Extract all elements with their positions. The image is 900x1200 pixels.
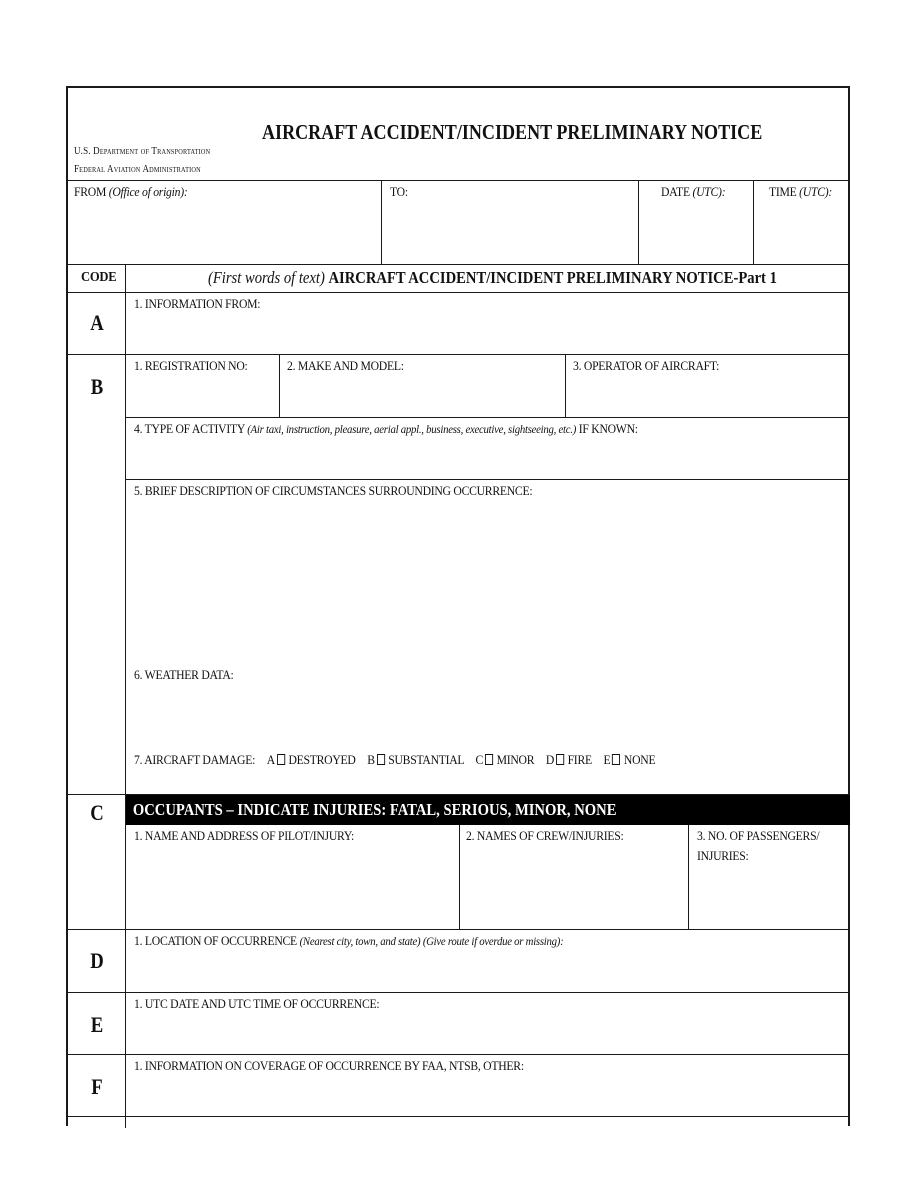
section-e-code: E <box>90 1012 104 1037</box>
time-label: TIME <box>769 184 797 199</box>
divider <box>68 292 850 293</box>
location-input[interactable] <box>128 950 848 990</box>
part-title-prefix: (First words of text) <box>208 268 325 287</box>
aircraft-damage-label: 7. AIRCRAFT DAMAGE: <box>134 752 256 767</box>
agency-dot: U.S. Department of Transportation <box>74 146 211 157</box>
divider <box>125 479 850 480</box>
option-label: FIRE <box>567 752 592 767</box>
operator-input[interactable] <box>568 374 848 415</box>
divider <box>68 1116 850 1117</box>
divider <box>565 354 566 417</box>
description-label: 5. BRIEF DESCRIPTION OF CIRCUMSTANCES SURROUNDING OCCURRENCE: <box>134 483 533 498</box>
form-title: AIRCRAFT ACCIDENT/INCIDENT PRELIMINARY NOTICE <box>262 120 763 144</box>
location-hint: (Nearest city, town, and state) (Give route if overdue or missing): <box>299 934 564 948</box>
from-hint: (Office of origin): <box>108 184 188 199</box>
registration-label: 1. REGISTRATION NO: <box>134 358 248 373</box>
agency-faa: Federal Aviation Administration <box>74 164 201 175</box>
time-field-label <box>769 184 832 200</box>
activity-field-label <box>134 421 638 437</box>
crew-input[interactable] <box>462 846 686 926</box>
divider <box>68 992 850 993</box>
damage-option-substantial[interactable] <box>367 752 464 767</box>
option-letter: A <box>266 752 275 767</box>
passengers-label-line1: 3. NO. OF PASSENGERS/ <box>697 828 820 843</box>
option-letter: D <box>545 752 555 767</box>
aircraft-damage-row <box>134 752 655 768</box>
description-input[interactable] <box>128 500 848 660</box>
operator-label: 3. OPERATOR OF AIRCRAFT: <box>573 358 720 373</box>
passengers-input[interactable] <box>691 866 848 926</box>
damage-option-none[interactable] <box>604 752 656 767</box>
time-input[interactable] <box>756 200 848 262</box>
divider <box>68 929 850 930</box>
form-page <box>66 86 850 1126</box>
pilot-label: 1. NAME AND ADDRESS OF PILOT/INJURY: <box>134 828 354 843</box>
divider <box>125 417 850 418</box>
coverage-input[interactable] <box>128 1074 848 1114</box>
utc-occurrence-input[interactable] <box>128 1012 848 1052</box>
divider <box>638 180 639 264</box>
time-hint: (UTC): <box>799 184 833 199</box>
option-letter: E <box>603 752 611 767</box>
option-label: MINOR <box>496 752 535 767</box>
option-letter: C <box>475 752 484 767</box>
divider <box>68 264 850 265</box>
part-title-text: AIRCRAFT ACCIDENT/INCIDENT PRELIMINARY NOTICE-Part 1 <box>328 268 777 287</box>
crew-label: 2. NAMES OF CREW/INJURIES: <box>466 828 624 843</box>
section-b-code: B <box>90 374 104 399</box>
weather-label: 6. WEATHER DATA: <box>134 667 234 682</box>
option-label: SUBSTANTIAL <box>388 752 464 767</box>
damage-option-fire[interactable] <box>546 752 592 767</box>
activity-hint: (Air taxi, instruction, pleasure, aerial appl., business, executive, sightseeing, etc.) <box>247 422 577 436</box>
location-field-label <box>134 933 563 949</box>
checkbox-icon[interactable] <box>377 754 385 765</box>
date-field-label <box>661 184 725 200</box>
divider <box>459 825 460 929</box>
part-title <box>208 268 777 288</box>
utc-occurrence-label: 1. UTC DATE AND UTC TIME OF OCCURRENCE: <box>134 996 380 1011</box>
damage-option-minor[interactable] <box>476 752 535 767</box>
option-letter: B <box>367 752 375 767</box>
checkbox-icon[interactable] <box>277 754 285 765</box>
divider <box>381 180 382 264</box>
option-label: DESTROYED <box>288 752 356 767</box>
activity-suffix: IF KNOWN: <box>578 421 638 436</box>
damage-option-destroyed[interactable] <box>267 752 356 767</box>
divider <box>68 1054 850 1055</box>
date-input[interactable] <box>641 200 751 262</box>
coverage-label: 1. INFORMATION ON COVERAGE OF OCCURRENCE BY FAA, NTSB, OTHER: <box>134 1058 524 1073</box>
from-field-label <box>74 184 187 200</box>
checkbox-icon[interactable] <box>485 754 493 765</box>
divider <box>68 180 850 181</box>
divider <box>279 354 280 417</box>
date-label: DATE <box>661 184 690 199</box>
registration-input[interactable] <box>128 374 277 415</box>
checkbox-icon[interactable] <box>556 754 564 765</box>
option-label: NONE <box>623 752 656 767</box>
to-input[interactable] <box>384 200 636 262</box>
section-d-code: D <box>90 948 104 973</box>
information-from-input[interactable] <box>128 312 848 352</box>
occupants-banner <box>126 795 850 825</box>
passengers-label-line2: INJURIES: <box>697 848 749 863</box>
from-input[interactable] <box>70 200 378 262</box>
make-model-input[interactable] <box>282 374 563 415</box>
information-from-label: 1. INFORMATION FROM: <box>134 296 261 311</box>
activity-input[interactable] <box>128 438 848 478</box>
checkbox-icon[interactable] <box>612 754 620 765</box>
weather-input[interactable] <box>128 684 848 746</box>
divider <box>688 825 689 929</box>
section-a-code: A <box>90 310 104 335</box>
divider <box>753 180 754 264</box>
code-column-header: CODE <box>81 270 117 285</box>
location-label: 1. LOCATION OF OCCURRENCE <box>134 933 297 948</box>
code-column-divider <box>125 264 126 1128</box>
date-hint: (UTC): <box>692 184 726 199</box>
occupants-banner-text: OCCUPANTS – INDICATE INJURIES: FATAL, SERIOUS, MINOR, NONE <box>132 800 617 819</box>
make-model-label: 2. MAKE AND MODEL: <box>287 358 404 373</box>
to-label: TO: <box>390 184 408 199</box>
from-label: FROM <box>74 184 107 199</box>
pilot-input[interactable] <box>128 846 457 926</box>
divider <box>68 354 850 355</box>
section-c-code: C <box>90 800 104 825</box>
section-f-code: F <box>91 1074 103 1099</box>
activity-label: 4. TYPE OF ACTIVITY <box>134 421 245 436</box>
